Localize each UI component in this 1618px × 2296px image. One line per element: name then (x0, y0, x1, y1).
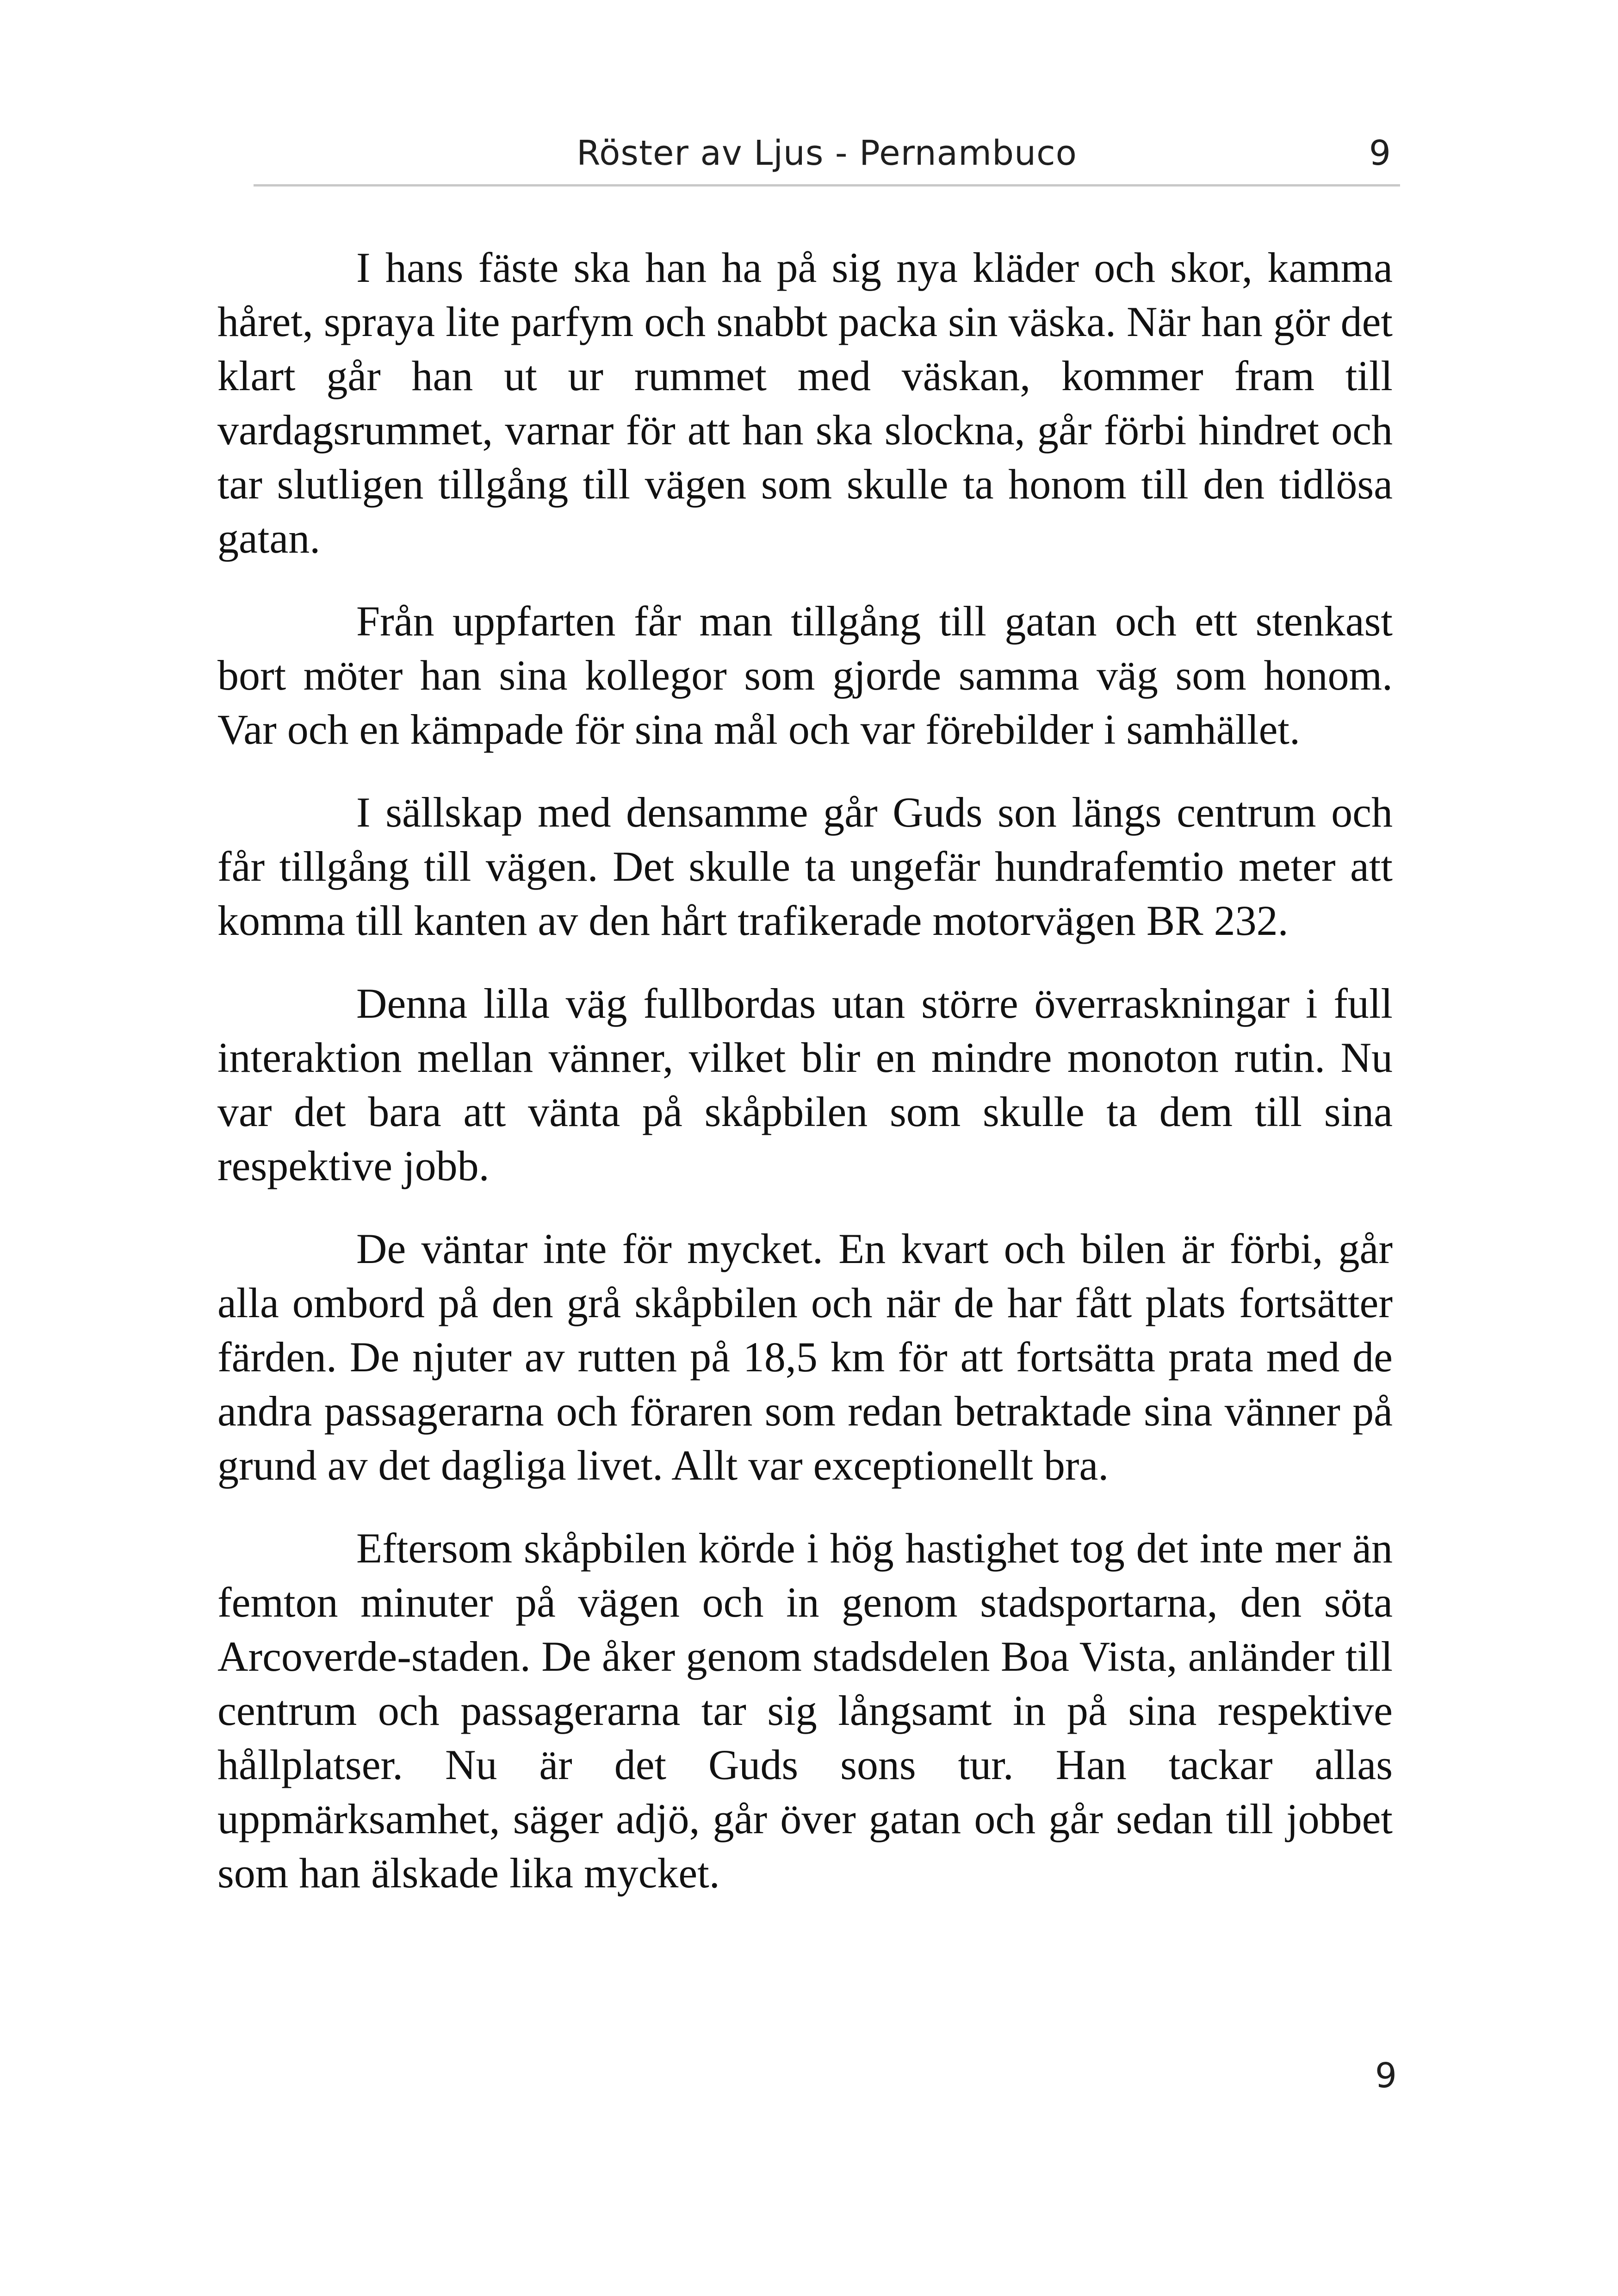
paragraph-5: De väntar inte för mycket. En kvart och bilen är förbi, går alla ombord på den grå skåpbilen och när de har fått plats fortsätter färden. De njuter av rutten på 18,5 km för att fortsätta prata med de andra passagerarna och föraren som redan betraktade sina vänner på grund av det dagliga livet. Allt var exceptionellt bra. (217, 1225, 1393, 1489)
paragraph-6: Eftersom skåpbilen körde i hög hastighet tog det inte mer än femton minuter på vägen och in genom stadsportarna, den söta Arcoverde-staden. De åker genom stadsdelen Boa Vista, anländer till centrum och passagerarna tar sig långsamt in på sina respektive hållplatser. Nu är det Guds sons tur. Han tackar allas uppmärksamhet, säger adjö, går över gatan och går sedan till jobbet som han älskade lika mycket. (217, 1524, 1393, 1897)
running-header (254, 124, 1400, 187)
paragraph-1: I hans fäste ska han ha på sig nya kläder och skor, kamma håret, spraya lite parfym och snabbt packa sin väska. När han gör det klart går han ut ur rummet med väskan, kommer fram till vardagsrummet, varnar för att han ska slockna, går förbi hindret och tar slutligen tillgång till vägen som skulle ta honom till den tidlösa gatan. (217, 244, 1393, 562)
footer-page-number: 9 (1375, 2056, 1397, 2096)
paragraph-2: Från uppfarten får man tillgång till gatan och ett stenkast bort möter han sina kollegor som gjorde samma väg som honom. Var och en kämpade för sina mål och var förebilder i samhället. (217, 597, 1393, 753)
header-title: Röster av Ljus - Pernambuco (577, 133, 1077, 173)
paragraph-4: Denna lilla väg fullbordas utan större överraskningar i full interaktion mellan vänner, vilket blir en mindre monoton rutin. Nu var det bara att vänta på skåpbilen som skulle ta dem till sina respektive jobb. (217, 980, 1393, 1189)
paragraph-3: I sällskap med densamme går Guds son längs centrum och får tillgång till vägen. Det skulle ta ungefär hundrafemtio meter att komma till kanten av den hårt trafikerade motorvägen BR 232. (217, 789, 1393, 944)
body-text (217, 241, 1393, 1929)
header-page-number: 9 (1369, 133, 1391, 173)
